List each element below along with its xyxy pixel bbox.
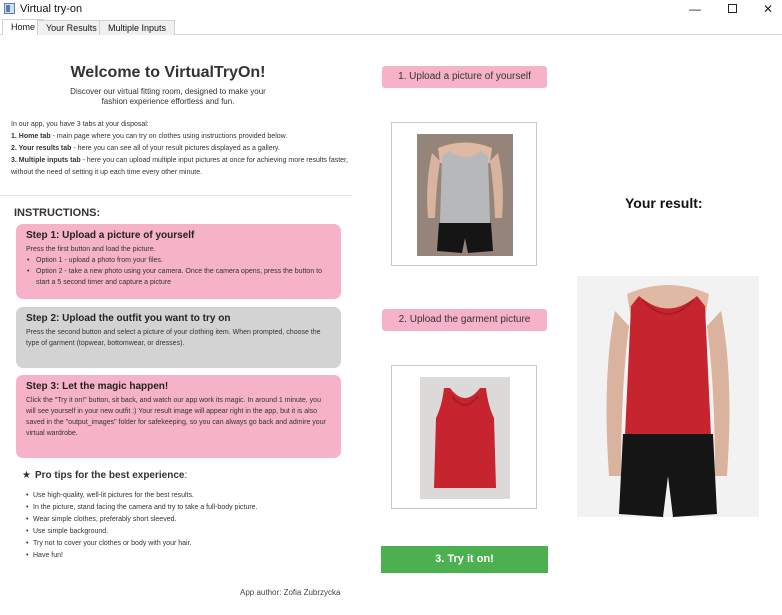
tab-bar bbox=[0, 19, 782, 35]
step-3-box bbox=[16, 375, 341, 458]
welcome-title: Welcome to VirtualTryOn! bbox=[70, 64, 266, 81]
tab-multiple-inputs[interactable]: Multiple Inputs bbox=[99, 20, 175, 35]
step-3-title: Step 3: Let the magic happen! bbox=[26, 381, 169, 392]
step-2-box bbox=[16, 307, 341, 368]
step-1-title: Step 1: Upload a picture of yourself bbox=[26, 230, 195, 241]
tab-description-text: - here you can see all of your result pictures displayed as a gallery. bbox=[71, 145, 280, 152]
author-credit: App author: Zofia Zubrzycka bbox=[240, 588, 341, 597]
step-1-text bbox=[26, 244, 331, 288]
tip-item: • In the picture, stand facing the camera and try to take a full-body picture. bbox=[26, 502, 346, 514]
step-1-options bbox=[26, 255, 331, 288]
tab-description bbox=[11, 143, 351, 155]
maximize-button[interactable] bbox=[714, 0, 750, 19]
step-2-title: Step 2: Upload the outfit you want to try on bbox=[26, 313, 231, 324]
minimize-button[interactable]: — bbox=[689, 2, 701, 16]
welcome-subtitle: Discover our virtual fitting room, designed to make your fashion experience effortless and fun. bbox=[70, 87, 266, 106]
intro-text bbox=[11, 119, 351, 179]
divider bbox=[0, 195, 352, 196]
app-icon bbox=[4, 3, 15, 14]
step-1-box bbox=[16, 224, 341, 299]
tab-description bbox=[11, 155, 351, 179]
tab-description bbox=[11, 131, 351, 143]
tab-description-name: 1. Home tab bbox=[11, 133, 51, 140]
tab-description-text: - main page where you can try on clothes using instructions provided below. bbox=[50, 133, 288, 140]
tab-home[interactable]: Home bbox=[2, 19, 44, 35]
tips-title-text: Pro tips for the best experience bbox=[34, 470, 185, 481]
result-photo bbox=[577, 276, 759, 517]
garment-photo bbox=[392, 366, 538, 510]
info-panel bbox=[0, 50, 352, 615]
maximize-icon bbox=[728, 4, 737, 13]
step-1-option: • Option 1 - upload a photo from your files. bbox=[26, 255, 331, 266]
result-label: Your result: bbox=[625, 195, 703, 211]
instructions-title: INSTRUCTIONS: bbox=[14, 207, 101, 219]
step-3-text: Click the "Try it on!" button, sit back, and watch our app work its magic. In around 1 minute, you will see yourself in your new outfit :) Your result image will appear right in the app, but it is also saved in the "output_images" folder for safekeeping, so you can always go back and admire your virtual wardrobe. bbox=[26, 397, 326, 437]
person-preview bbox=[391, 122, 537, 266]
tips-title-colon: : bbox=[184, 470, 188, 481]
upload-garment-button[interactable]: 2. Upload the garment picture bbox=[382, 309, 547, 331]
try-it-on-button[interactable]: 3. Try it on! bbox=[381, 546, 548, 573]
tip-item: • Use high-quality, well-lit pictures for the best results. bbox=[26, 490, 346, 502]
step-1-option: • Option 2 - take a new photo using your camera. Once the camera opens, press the button to start a 5 second timer and capture a picture bbox=[26, 266, 331, 288]
intro-line: In our app, you have 3 tabs at your disposal: bbox=[11, 121, 149, 128]
window-title: Virtual try-on bbox=[20, 3, 83, 15]
person-photo bbox=[392, 123, 538, 267]
step-1-description: Press the first button and load the picture. bbox=[26, 246, 156, 253]
tab-description-text: - here you can upload multiple input pictures at once for achieving more results faster, without the need of setting it up each time every other minute. bbox=[11, 157, 348, 176]
tab-description-name: 2. Your results tab bbox=[11, 145, 72, 152]
result-preview bbox=[577, 276, 759, 517]
tab-description-name: 3. Multiple inputs tab bbox=[11, 157, 81, 164]
tip-item: • Wear simple clothes, preferably short sleeved. bbox=[26, 514, 346, 526]
close-button[interactable]: ✕ bbox=[762, 2, 774, 16]
tips-title bbox=[22, 470, 187, 481]
upload-self-button[interactable]: 1. Upload a picture of yourself bbox=[382, 66, 547, 88]
star-icon: ★ bbox=[22, 470, 31, 481]
tab-your-results[interactable]: Your Results bbox=[37, 20, 106, 35]
title-bar bbox=[0, 0, 782, 19]
tip-item: • Use simple background. bbox=[26, 526, 346, 538]
tips-list bbox=[26, 490, 346, 562]
tip-item: • Try not to cover your clothes or body with your hair. bbox=[26, 538, 346, 550]
garment-preview bbox=[391, 365, 537, 509]
tip-item: • Have fun! bbox=[26, 550, 346, 562]
step-2-text: Press the second button and select a picture of your clothing item. When prompted, choose the type of garment (topwear, bottomwear, or dresses). bbox=[26, 329, 321, 347]
